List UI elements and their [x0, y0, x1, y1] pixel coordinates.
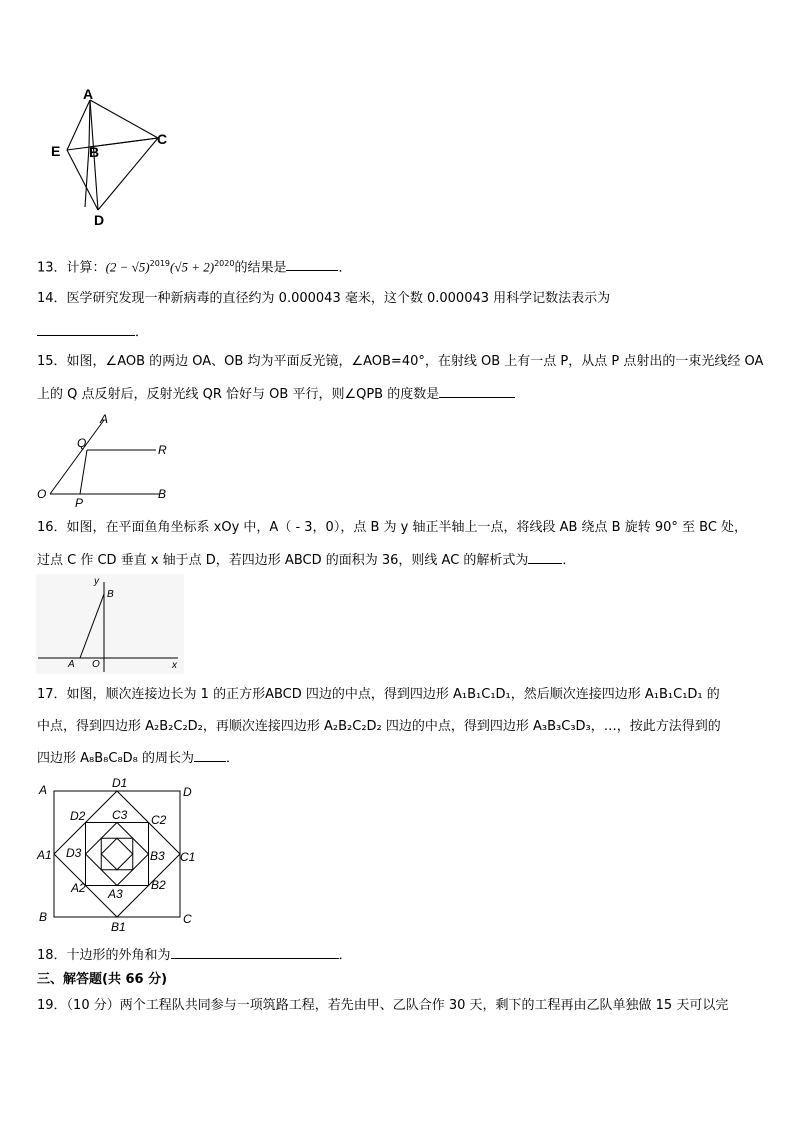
- question-text: 中点，得到四边形 A₂B₂C₂D₂，再顺次连接四边形 A₂B₂C₂D₂ 四边的中点，得到四边形 A₃B₃C₃D₃，…，按此方法得到的: [37, 719, 721, 734]
- label-C2: C2: [151, 813, 167, 827]
- question-number: 19．: [37, 998, 67, 1013]
- question-17-line3: [37, 749, 239, 768]
- label-B: B: [107, 589, 114, 600]
- label-C3: C3: [112, 808, 128, 822]
- answer-blank[interactable]: [528, 551, 562, 564]
- period: ．: [135, 325, 149, 340]
- question-15-line1: [37, 353, 763, 371]
- label-y: y: [94, 576, 99, 587]
- expression-b: (√5 + 2): [170, 259, 215, 275]
- question-13: [37, 255, 351, 277]
- question-text: 十边形的外角和为: [66, 948, 171, 963]
- label-A: A: [39, 783, 48, 797]
- label-C: C: [183, 912, 192, 926]
- answer-blank[interactable]: [439, 385, 515, 398]
- label-A: A: [100, 412, 109, 426]
- question-15-line2: [37, 385, 515, 404]
- question-text: 上的 Q 点反射后，反射光线 QR 恰好与 OB 平行，则∠QPB 的度数是: [37, 387, 440, 402]
- label-A: A: [83, 86, 94, 102]
- question-text: 四边形 A₈B₈C₈D₈ 的周长为: [37, 751, 195, 766]
- question-number: 14．: [37, 291, 67, 306]
- period: ．: [562, 553, 576, 568]
- label-B: B: [89, 144, 100, 160]
- question-17-line1: [37, 686, 720, 704]
- label-R: R: [158, 443, 167, 457]
- label-A: A: [68, 659, 75, 670]
- label-B: B: [158, 487, 167, 501]
- question-number: 17．: [37, 687, 67, 702]
- label-D: D: [183, 785, 192, 799]
- label-Q: Q: [77, 436, 87, 450]
- question-14: [37, 290, 610, 308]
- question-text: （10 分）两个工程队共同参与一项筑路工程，若先由甲、乙队合作 30 天，剩下的工程再由乙队单独做 15 天可以完: [66, 998, 729, 1013]
- question-number: 13．: [37, 260, 67, 276]
- label-B2: B2: [151, 878, 166, 892]
- period: ．: [338, 260, 352, 276]
- question-text: 如图，顺次连接边长为 1 的正方形ABCD 四边的中点，得到四边形 A₁B₁C₁D₁，然后顺次连接四边形 A₁B₁C₁D₁ 的: [66, 687, 720, 702]
- label-A1: A1: [37, 848, 52, 862]
- label-D3: D3: [66, 846, 82, 860]
- label-B1: B1: [111, 920, 126, 934]
- label-C1: C1: [180, 850, 196, 864]
- answer-blank[interactable]: [286, 258, 338, 271]
- answer-blank[interactable]: [171, 946, 339, 959]
- question-16-line2: [37, 551, 575, 570]
- label-D2: D2: [70, 809, 86, 823]
- question-18: [37, 946, 352, 965]
- question-19: [37, 997, 728, 1015]
- question-17-line2: [37, 718, 721, 736]
- period: ．: [338, 948, 352, 963]
- answer-blank[interactable]: [194, 749, 226, 762]
- answer-blank[interactable]: [37, 323, 135, 336]
- question-number: 15．: [37, 354, 67, 369]
- label-P: P: [75, 496, 84, 510]
- section-title: 三、解答题(共 66 分): [37, 972, 168, 987]
- label-B: B: [39, 910, 48, 924]
- question-prefix: 计算：: [66, 260, 106, 276]
- expression-a: (2 − √5): [105, 259, 150, 275]
- question-text: 如图，∠AOB 的两边 OA、OB 均为平面反光镜，∠AOB=40°，在射线 OB 上有一点 P，从点 P 点射出的一束光线经 OA: [66, 354, 764, 369]
- question-16-line1: [37, 519, 747, 537]
- question-number: 16．: [37, 520, 67, 535]
- question-text: 如图，在平面鱼角坐标系 xOy 中，A（ - 3，0），点 B 为 y 轴正半轴上一点，将线段 AB 绕点 B 旋转 90° 至 BC 处，: [66, 520, 748, 535]
- label-D1: D1: [112, 776, 128, 790]
- question-14-answer: [37, 323, 148, 342]
- question-suffix: 的结果是: [234, 260, 287, 276]
- question-text: 过点 C 作 CD 垂直 x 轴于点 D，若四边形 ABCD 的面积为 36，则线 AC 的解析式为: [37, 553, 529, 568]
- label-O: O: [37, 487, 47, 501]
- exponent-a: 2019: [149, 259, 170, 268]
- question-number: 18．: [37, 948, 67, 963]
- label-A3: A3: [108, 887, 123, 901]
- label-A2: A2: [71, 881, 86, 895]
- label-D: D: [94, 212, 105, 228]
- label-C: C: [157, 131, 168, 147]
- period: ．: [226, 751, 240, 766]
- label-E: E: [51, 143, 61, 159]
- figure-q15: [34, 410, 179, 510]
- label-B3: B3: [150, 849, 165, 863]
- label-x: x: [172, 660, 177, 671]
- figure-q12: [45, 82, 175, 232]
- label-O: O: [92, 659, 100, 670]
- figure-q16: [36, 574, 186, 676]
- figure-q17: [34, 776, 199, 936]
- question-text: 医学研究发现一种新病毒的直径约为 0.000043 毫米，这个数 0.000043 用科学记数法表示为: [66, 291, 611, 306]
- exponent-b: 2020: [214, 259, 235, 268]
